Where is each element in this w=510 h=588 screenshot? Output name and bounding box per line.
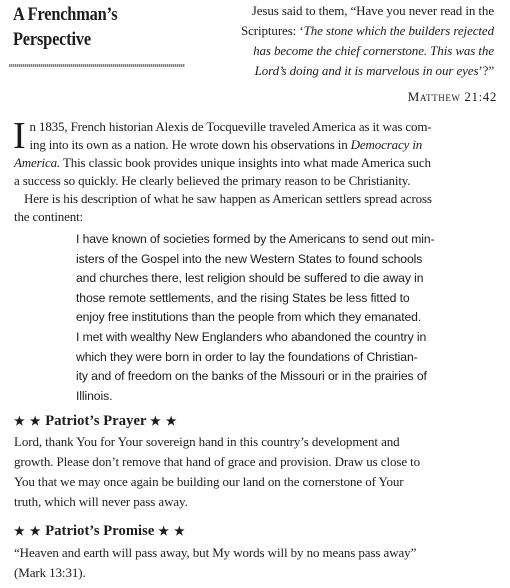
epigraph-line-1: Jesus said to them, “Have you never read in the bbox=[251, 3, 494, 18]
title-rule bbox=[9, 64, 185, 67]
title-line-2: Perspective bbox=[13, 29, 91, 50]
star-icon: ★ ★ bbox=[14, 414, 42, 428]
block-quote-line: enjoy free institutions than the people from which they emanated. bbox=[76, 310, 422, 325]
epigraph-line-2-plain: Scriptures: ‘ bbox=[240, 23, 304, 38]
body-line-plain: This classic book provides unique insights into what made America such bbox=[60, 155, 431, 170]
prayer-heading-text: Patriot’s Prayer bbox=[45, 413, 147, 429]
star-icon: ★ ★ bbox=[14, 524, 42, 538]
body-line: a success so quickly. He clearly believed the primary reason to be Christianity. bbox=[14, 173, 411, 188]
body-line-plain: ing into its own as a nation. He wrote down his observations in bbox=[29, 137, 351, 152]
promise-line: “Heaven and earth will pass away, but My words will by no means pass away” bbox=[14, 545, 417, 560]
epigraph-line-3: has become the chief cornerstone. This was the bbox=[253, 43, 494, 58]
block-quote-line: isters of the Gospel into the new Western States to found schools bbox=[76, 251, 423, 266]
block-quote-line: Illinois. bbox=[76, 388, 113, 403]
prayer-line: truth, which will never pass away. bbox=[14, 494, 188, 509]
promise-heading-text: Patriot’s Promise bbox=[45, 523, 155, 539]
epigraph-line-4 bbox=[196, 61, 494, 81]
body-line bbox=[14, 154, 502, 172]
epigraph-reference: Matthew 21:42 bbox=[407, 89, 497, 104]
title-line-1: A Frenchman’s bbox=[13, 4, 118, 25]
block-quote-line: and churches there, lest religion should be suffered to die away in bbox=[76, 271, 424, 286]
prayer-line: Lord, thank You for Your sovereign hand in this country’s development and bbox=[14, 434, 400, 449]
epigraph-line-4-italic: Lord’s doing and it is marvelous in our eyes bbox=[254, 63, 479, 78]
epigraph-line-2 bbox=[196, 21, 494, 41]
body-line: the continent: bbox=[14, 209, 84, 224]
prayer-line: You that we may once again be building our land on the cornerstone of Your bbox=[14, 474, 404, 489]
block-quote-line: I have known of societies formed by the Americans to send out min- bbox=[76, 232, 435, 246]
epigraph-line-4-end: ’?” bbox=[478, 63, 494, 78]
book-title-part-1: Democracy in bbox=[350, 137, 423, 152]
body-text bbox=[13, 115, 502, 226]
epigraph bbox=[196, 1, 494, 81]
prayer-text bbox=[14, 432, 502, 512]
promise-text bbox=[14, 543, 502, 583]
body-line bbox=[14, 136, 502, 154]
prayer-line: growth. Please don’t remove that hand of grace and provision. Draw us close to bbox=[14, 454, 421, 469]
block-quote-line: those remote settlements, and the rising States be less fitted to bbox=[76, 290, 410, 305]
page-title bbox=[13, 2, 168, 52]
epigraph-line-2-italic: The stone which the builders rejected bbox=[303, 23, 494, 38]
promise-heading bbox=[14, 523, 186, 540]
block-quote-line: I met with wealthy New Englanders who abandoned the country in bbox=[76, 329, 427, 344]
body-line: n 1835, French historian Alexis de Tocqueville traveled America as it was com- bbox=[29, 119, 432, 134]
star-icon: ★ ★ bbox=[158, 524, 186, 538]
star-icon: ★ ★ bbox=[150, 414, 178, 428]
block-quote bbox=[76, 230, 496, 406]
block-quote-line: ity and of freedom on the banks of the Missouri or in the prairies of bbox=[76, 369, 427, 384]
promise-line: (Mark 13:31). bbox=[14, 565, 86, 580]
drop-cap: I bbox=[13, 115, 26, 157]
block-quote-line: which they were born in order to lay the foundations of Christian- bbox=[76, 349, 418, 364]
book-title-part-2: America. bbox=[14, 155, 61, 170]
body-line: Here is his description of what he saw happen as American settlers spread across bbox=[24, 191, 432, 206]
prayer-heading bbox=[14, 413, 178, 430]
